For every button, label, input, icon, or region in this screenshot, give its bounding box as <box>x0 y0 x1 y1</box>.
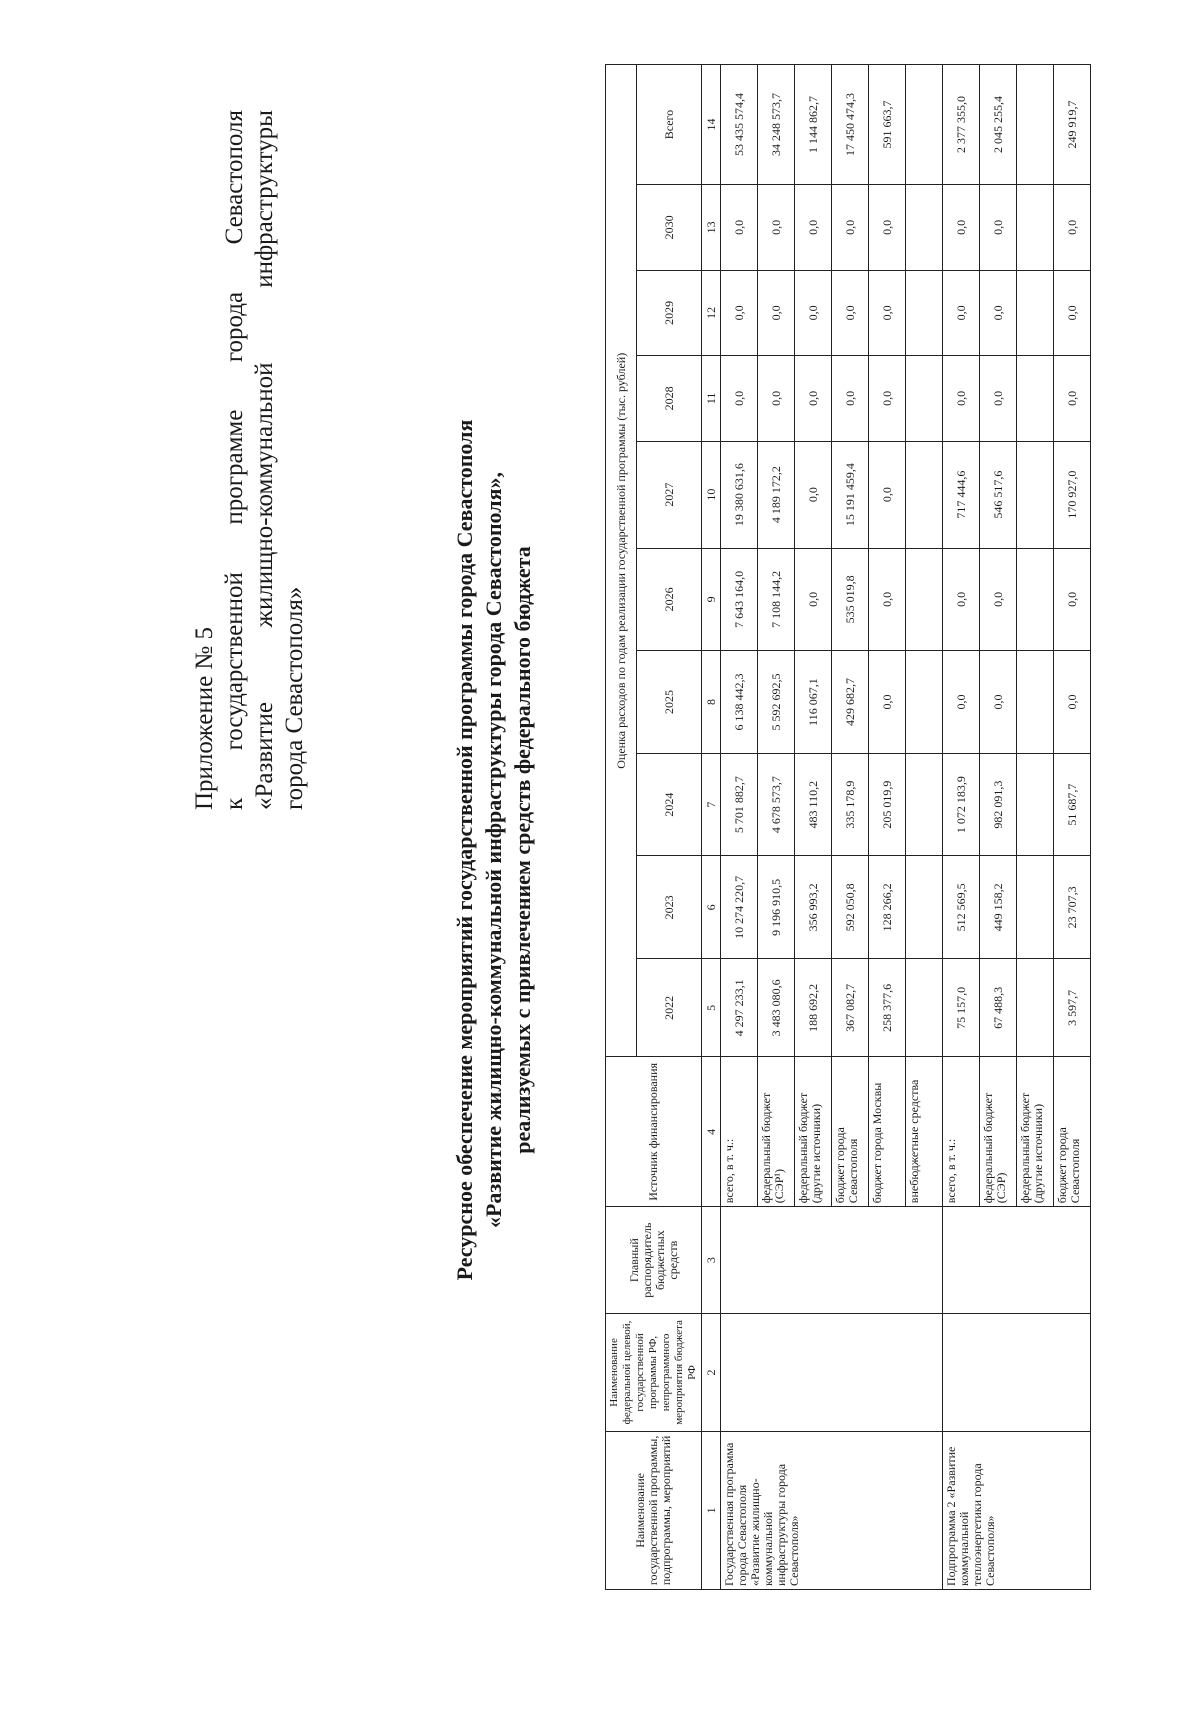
source-cell: внебюджетные средства <box>906 1057 943 1207</box>
value-cell: 0,0 <box>980 651 1017 754</box>
value-cell: 0,0 <box>943 185 980 271</box>
value-cell <box>906 65 943 185</box>
header-year: 2026 <box>637 548 702 651</box>
source-cell: всего, в т. ч.: <box>943 1057 980 1207</box>
value-cell: 2 045 255,4 <box>980 65 1017 185</box>
header-year: 2023 <box>637 856 702 959</box>
header-year: 2028 <box>637 356 702 442</box>
column-index: 2 <box>702 1314 721 1432</box>
value-cell <box>1017 753 1054 856</box>
column-index: 12 <box>702 270 721 356</box>
value-cell: 15 191 459,4 <box>832 441 869 548</box>
header-source: Источник финансирования <box>606 1057 702 1207</box>
column-index: 9 <box>702 548 721 651</box>
value-cell: 7 108 144,2 <box>758 548 795 651</box>
value-cell: 0,0 <box>869 356 906 442</box>
value-cell: 7 643 164,0 <box>721 548 758 651</box>
value-cell: 0,0 <box>869 185 906 271</box>
appendix-word: программе <box>221 409 248 525</box>
value-cell: 0,0 <box>795 270 832 356</box>
column-index: 4 <box>702 1057 721 1207</box>
value-cell <box>906 753 943 856</box>
table-row <box>721 65 758 1590</box>
appendix-line-2 <box>220 110 250 810</box>
value-cell: 0,0 <box>943 548 980 651</box>
title-line-2: «Развитие жилищно-коммунальной инфраструктуры города Севастополя», <box>481 471 506 1229</box>
appendix-word: к <box>221 797 248 810</box>
value-cell: 0,0 <box>869 270 906 356</box>
title-line-1: Ресурсное обеспечение мероприятий государственной программы города Севастополя <box>452 419 477 1281</box>
value-cell: 258 377,6 <box>869 959 906 1057</box>
source-cell: федеральный бюджет (другие источники) <box>1017 1057 1054 1207</box>
appendix-line-3 <box>250 110 280 810</box>
value-cell: 356 993,2 <box>795 856 832 959</box>
value-cell: 51 687,7 <box>1054 753 1091 856</box>
column-index: 10 <box>702 441 721 548</box>
value-cell: 0,0 <box>721 185 758 271</box>
value-cell: 67 488,3 <box>980 959 1017 1057</box>
value-cell: 19 380 631,6 <box>721 441 758 548</box>
value-cell: 6 138 442,3 <box>721 651 758 754</box>
value-cell: 512 569,5 <box>943 856 980 959</box>
value-cell: 0,0 <box>980 356 1017 442</box>
value-cell <box>1017 65 1054 185</box>
value-cell <box>1017 356 1054 442</box>
value-cell: 0,0 <box>943 270 980 356</box>
value-cell: 205 019,9 <box>869 753 906 856</box>
value-cell: 4 678 573,7 <box>758 753 795 856</box>
title-line-3: реализуемых с привлечением средств федерального бюджета <box>510 546 535 1154</box>
resource-table <box>605 64 1091 1590</box>
value-cell: 335 178,9 <box>832 753 869 856</box>
value-cell <box>906 856 943 959</box>
header-year: Всего <box>637 65 702 185</box>
value-cell: 5 701 882,7 <box>721 753 758 856</box>
value-cell: 592 050,8 <box>832 856 869 959</box>
value-cell: 0,0 <box>832 185 869 271</box>
empty-cell <box>721 1207 943 1314</box>
index-row <box>702 65 721 1590</box>
value-cell <box>1017 959 1054 1057</box>
value-cell: 0,0 <box>721 270 758 356</box>
appendix-word: государственной <box>221 572 248 751</box>
header-federal-program: Наименование федеральной целевой, государственной программы РФ, непрограммного мероприятия бюджета РФ <box>606 1314 702 1432</box>
value-cell: 1 072 183,9 <box>943 753 980 856</box>
empty-cell <box>943 1314 1091 1432</box>
appendix-word: «Развитие <box>251 702 278 810</box>
value-cell <box>1017 548 1054 651</box>
value-cell: 3 483 080,6 <box>758 959 795 1057</box>
value-cell: 5 592 692,5 <box>758 651 795 754</box>
document-title <box>450 40 537 1660</box>
appendix-word: города <box>221 291 248 363</box>
value-cell <box>906 356 943 442</box>
header-name: Наименование государственной программы, подпрограммы, мероприятий <box>606 1431 702 1589</box>
column-index: 5 <box>702 959 721 1057</box>
rotated-page <box>20 40 1100 1660</box>
value-cell: 0,0 <box>1054 185 1091 271</box>
value-cell: 982 091,3 <box>980 753 1017 856</box>
column-index: 11 <box>702 356 721 442</box>
value-cell: 0,0 <box>1054 548 1091 651</box>
source-cell: федеральный бюджет (СЭР¹) <box>758 1057 795 1207</box>
value-cell: 0,0 <box>1054 356 1091 442</box>
value-cell: 17 450 474,3 <box>832 65 869 185</box>
value-cell: 0,0 <box>795 441 832 548</box>
column-index: 13 <box>702 185 721 271</box>
value-cell: 53 435 574,4 <box>721 65 758 185</box>
value-cell: 546 517,6 <box>980 441 1017 548</box>
value-cell: 449 158,2 <box>980 856 1017 959</box>
source-cell: бюджет города Севастополя <box>832 1057 869 1207</box>
value-cell: 483 110,2 <box>795 753 832 856</box>
value-cell <box>1017 651 1054 754</box>
value-cell: 170 927,0 <box>1054 441 1091 548</box>
value-cell: 75 157,0 <box>943 959 980 1057</box>
header-distributor: Главный распорядитель бюджетных средств <box>606 1207 702 1314</box>
value-cell <box>1017 856 1054 959</box>
value-cell: 9 196 910,5 <box>758 856 795 959</box>
value-cell: 249 919,7 <box>1054 65 1091 185</box>
value-cell: 128 266,2 <box>869 856 906 959</box>
value-cell: 116 067,1 <box>795 651 832 754</box>
column-index: 14 <box>702 65 721 185</box>
column-index: 3 <box>702 1207 721 1314</box>
value-cell: 34 248 573,7 <box>758 65 795 185</box>
appendix-line-4: города Севастополя» <box>281 586 308 810</box>
header-year: 2022 <box>637 959 702 1057</box>
appendix-block <box>190 110 310 810</box>
table-row <box>943 65 980 1590</box>
table-body <box>721 65 1091 1590</box>
appendix-word: Севастополя <box>221 110 248 245</box>
value-cell: 0,0 <box>869 548 906 651</box>
value-cell: 1 144 862,7 <box>795 65 832 185</box>
value-cell: 0,0 <box>980 185 1017 271</box>
header-year: 2030 <box>637 185 702 271</box>
value-cell <box>1017 441 1054 548</box>
value-cell: 3 597,7 <box>1054 959 1091 1057</box>
value-cell: 535 019,8 <box>832 548 869 651</box>
appendix-word: жилищно-коммунальной <box>251 362 278 628</box>
header-estimate: Оценка расходов по годам реализации государственной программы (тыс. рублей) <box>606 65 637 1058</box>
value-cell: 0,0 <box>943 651 980 754</box>
value-cell <box>906 270 943 356</box>
value-cell: 0,0 <box>980 548 1017 651</box>
value-cell <box>906 185 943 271</box>
value-cell: 0,0 <box>943 356 980 442</box>
column-index: 6 <box>702 856 721 959</box>
value-cell: 0,0 <box>832 270 869 356</box>
column-index: 1 <box>702 1431 721 1589</box>
header-year: 2025 <box>637 651 702 754</box>
appendix-number: Приложение № 5 <box>191 626 218 810</box>
value-cell: 0,0 <box>758 185 795 271</box>
value-cell: 2 377 355,0 <box>943 65 980 185</box>
value-cell: 0,0 <box>980 270 1017 356</box>
header-year: 2027 <box>637 441 702 548</box>
value-cell: 0,0 <box>832 356 869 442</box>
program-name-cell: Государственная программа города Севастополя «Развитие жилищно-коммунальной инфраструктуры города Севастополя» <box>721 1431 943 1589</box>
value-cell: 0,0 <box>1054 270 1091 356</box>
value-cell <box>906 441 943 548</box>
value-cell: 0,0 <box>795 548 832 651</box>
header-year: 2024 <box>637 753 702 856</box>
value-cell: 4 189 172,2 <box>758 441 795 548</box>
source-cell: федеральный бюджет (другие источники) <box>795 1057 832 1207</box>
value-cell: 0,0 <box>758 270 795 356</box>
value-cell <box>1017 185 1054 271</box>
value-cell <box>1017 270 1054 356</box>
value-cell: 0,0 <box>758 356 795 442</box>
value-cell: 10 274 220,7 <box>721 856 758 959</box>
value-cell: 367 082,7 <box>832 959 869 1057</box>
source-cell: всего, в т. ч.: <box>721 1057 758 1207</box>
column-index: 7 <box>702 753 721 856</box>
value-cell: 0,0 <box>869 441 906 548</box>
empty-cell <box>943 1207 1091 1314</box>
value-cell <box>906 651 943 754</box>
value-cell <box>906 548 943 651</box>
value-cell: 0,0 <box>795 185 832 271</box>
value-cell: 0,0 <box>721 356 758 442</box>
value-cell: 23 707,3 <box>1054 856 1091 959</box>
value-cell: 4 297 233,1 <box>721 959 758 1057</box>
source-cell: бюджет города Москвы <box>869 1057 906 1207</box>
empty-cell <box>721 1314 943 1432</box>
value-cell: 0,0 <box>869 651 906 754</box>
value-cell: 0,0 <box>795 356 832 442</box>
value-cell: 429 682,7 <box>832 651 869 754</box>
value-cell: 591 663,7 <box>869 65 906 185</box>
value-cell <box>906 959 943 1057</box>
header-year: 2029 <box>637 270 702 356</box>
source-cell: бюджет города Севастополя <box>1054 1057 1091 1207</box>
column-index: 8 <box>702 651 721 754</box>
appendix-word: инфраструктуры <box>251 110 278 288</box>
program-name-cell: Подпрограмма 2 «Развитие коммунальной теплоэнергетики города Севастополя» <box>943 1431 1091 1589</box>
value-cell: 717 444,6 <box>943 441 980 548</box>
value-cell: 0,0 <box>1054 651 1091 754</box>
source-cell: федеральный бюджет (СЭР) <box>980 1057 1017 1207</box>
value-cell: 188 692,2 <box>795 959 832 1057</box>
